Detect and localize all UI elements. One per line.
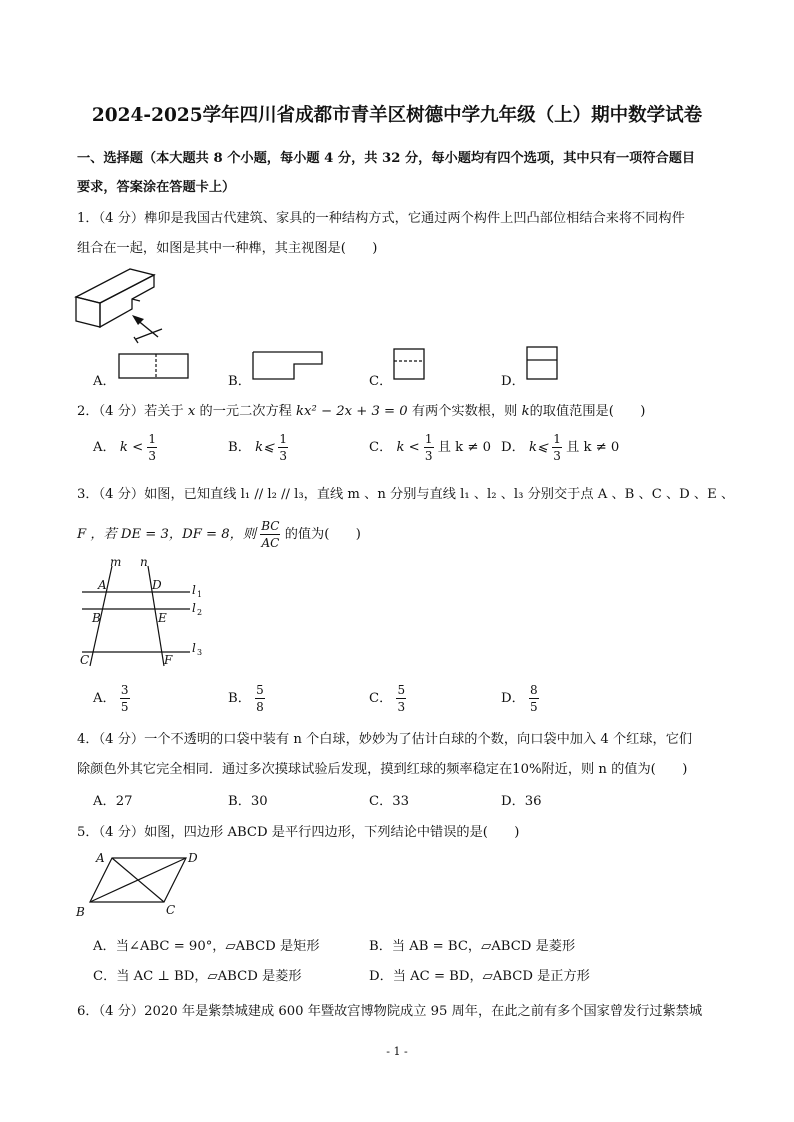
q1-option-c-label: C． [369,374,393,389]
option-expr: k⩽ [528,440,549,455]
fraction [529,684,539,713]
option-condition: 且 k ≠ 0 [437,440,491,455]
option-expr: k < [119,440,144,455]
q4-text-line1: 4．（4 分）一个不透明的口袋中装有 n 个白球，妙妙为了估计白球的个数，向口袋中加入 4 个红球，它们 [77,732,693,747]
label-l3: l [192,641,196,655]
q5-text-line1: 5．（4 分）如图，四边形 ABCD 是平行四边形，下列结论中错误的是( ) [77,825,520,840]
q1-text-line2: 组合在一起，如图是其中一种榫，其主视图是( ) [77,241,378,256]
q5-option-d: D．当 AC = BD，▱ABCD 是正方形 [369,969,590,984]
q2-option-a [93,433,157,462]
option-label: B． [228,440,251,455]
q1-option-b-figure [252,351,324,381]
label-m: m [110,555,122,569]
numerator: BC [261,519,280,533]
numerator: 5 [256,683,264,697]
q6-text-line1: 6．（4 分）2020 年是紫禁城建成 600 年暨故宫博物院成立 95 周年，在此之前有多个国家曾发行过紫禁城 [77,1004,703,1019]
page-number: - 1 - [386,1045,408,1058]
denominator: 5 [120,700,129,714]
fraction [424,433,434,462]
q1-option-d-label: D． [501,374,525,389]
q4-option-d: D．36 [501,794,542,809]
q2-var-x: x [187,404,196,419]
page-title: 2024-2025学年四川省成都市青羊区树德中学九年级（上）期中数学试卷 [91,105,703,126]
q3-text-line2 [77,520,361,549]
label-l2: l [192,601,196,615]
label-l1: l [192,583,196,597]
label-E: E [158,611,167,625]
q5-parallelogram-figure [72,848,212,920]
option-condition: 且 k ≠ 0 [566,440,620,455]
q1-option-d-figure [526,346,560,382]
q2-option-c [369,433,491,462]
label-B: B [76,905,85,919]
q3-parallel-lines-figure [72,552,212,674]
fraction [147,433,157,462]
q1-option-c-figure [393,348,427,382]
q5-option-c: C．当 AC ⊥ BD，▱ABCD 是菱形 [93,969,302,984]
label-l2-sub: 2 [197,608,203,617]
label-n: n [140,555,148,569]
q4-option-a: A．27 [93,794,133,809]
option-label: B． [228,691,251,706]
denominator: 8 [256,700,264,714]
numerator: 1 [148,432,156,446]
numerator: 3 [120,683,129,697]
q2-option-b [228,433,288,462]
label-A: A [96,851,105,865]
label-l3-sub: 3 [197,648,203,657]
q4-option-c: C．33 [369,794,410,809]
q3-line2-post: 的值为( ) [284,527,361,542]
q1-option-a-label: A． [93,374,116,389]
option-label: A． [93,440,116,455]
q4-option-b: B．30 [228,794,268,809]
option-label: C． [369,440,393,455]
q2-mid: 的一元二次方程 [199,404,292,419]
fraction [120,684,130,713]
numerator: 1 [553,432,561,446]
label-F: F [164,653,173,667]
numerator: 8 [529,683,538,697]
option-expr: k⩽ [255,440,275,455]
numerator: 5 [397,683,406,697]
label-C: C [80,653,90,667]
denominator: 3 [279,449,287,463]
q3-fraction [260,520,280,549]
label-B: B [92,611,101,625]
fraction [396,684,406,713]
q4-text-line2: 除颜色外其它完全相同．通过多次摸球试验后发现，摸到红球的频率稳定在10%附近，则 n 的值为( ) [77,762,688,777]
label-A: A [98,578,107,592]
section-heading-line2: 要求，答案涂在答题卡上） [77,180,236,195]
option-label: D． [501,691,525,706]
denominator: 3 [397,700,406,714]
denominator: 3 [424,449,433,463]
option-label: D． [501,440,525,455]
q2-text [77,400,645,419]
q2-equation: kx² − 2x + 3 = 0 [296,404,408,419]
q3-option-b [228,684,265,713]
q3-option-c [369,684,406,713]
label-l1-sub: 1 [197,590,203,599]
q3-option-a [93,684,130,713]
numerator: 1 [279,432,287,446]
q1-text-line1: 1．（4 分）榫卯是我国古代建筑、家具的一种结构方式，它通过两个构件上凹凸部位相结合来将不同构件 [77,211,685,226]
denominator: AC [261,536,280,550]
option-label: A． [93,691,116,706]
denominator: 3 [553,449,561,463]
fraction [552,433,562,462]
numerator: 1 [424,432,433,446]
q2-mid2: 有两个实数根，则 [411,404,518,419]
q5-option-a: A．当∠ABC = 90°，▱ABCD 是矩形 [93,939,320,954]
q3-text-line1: 3．（4 分）如图，已知直线 l₁ // l₂ // l₃，直线 m 、n 分别与直线 l₁ 、l₂ 、l₃ 分别交于点 A 、B 、C 、D 、E 、 [77,487,735,502]
label-D: D [152,578,162,592]
section-heading-line1: 一、选择题（本大题共 8 个小题，每小题 4 分，共 32 分，每小题均有四个选项，其中只有一项符合题目 [77,151,696,166]
q2-suffix: 的取值范围是( ) [529,404,646,419]
denominator: 5 [529,700,538,714]
q3-option-d [501,684,539,713]
q1-option-a-figure [118,353,190,381]
q3-line2-pre: F ，若 DE = 3，DF = 8，则 [77,527,257,542]
q1-option-b-label: B． [228,374,251,389]
label-C: C [166,903,176,917]
q5-option-b: B．当 AB = BC，▱ABCD 是菱形 [369,939,576,954]
fraction [255,684,265,713]
option-expr: k < [396,440,420,455]
denominator: 3 [148,449,156,463]
label-D: D [188,851,198,865]
q2-option-d [501,433,619,462]
q2-var-k: k [521,404,530,419]
q2-prefix: 2．（4 分）若关于 [77,404,184,419]
fraction [278,433,288,462]
view-direction-arrow-icon [128,313,164,341]
option-label: C． [369,691,393,706]
